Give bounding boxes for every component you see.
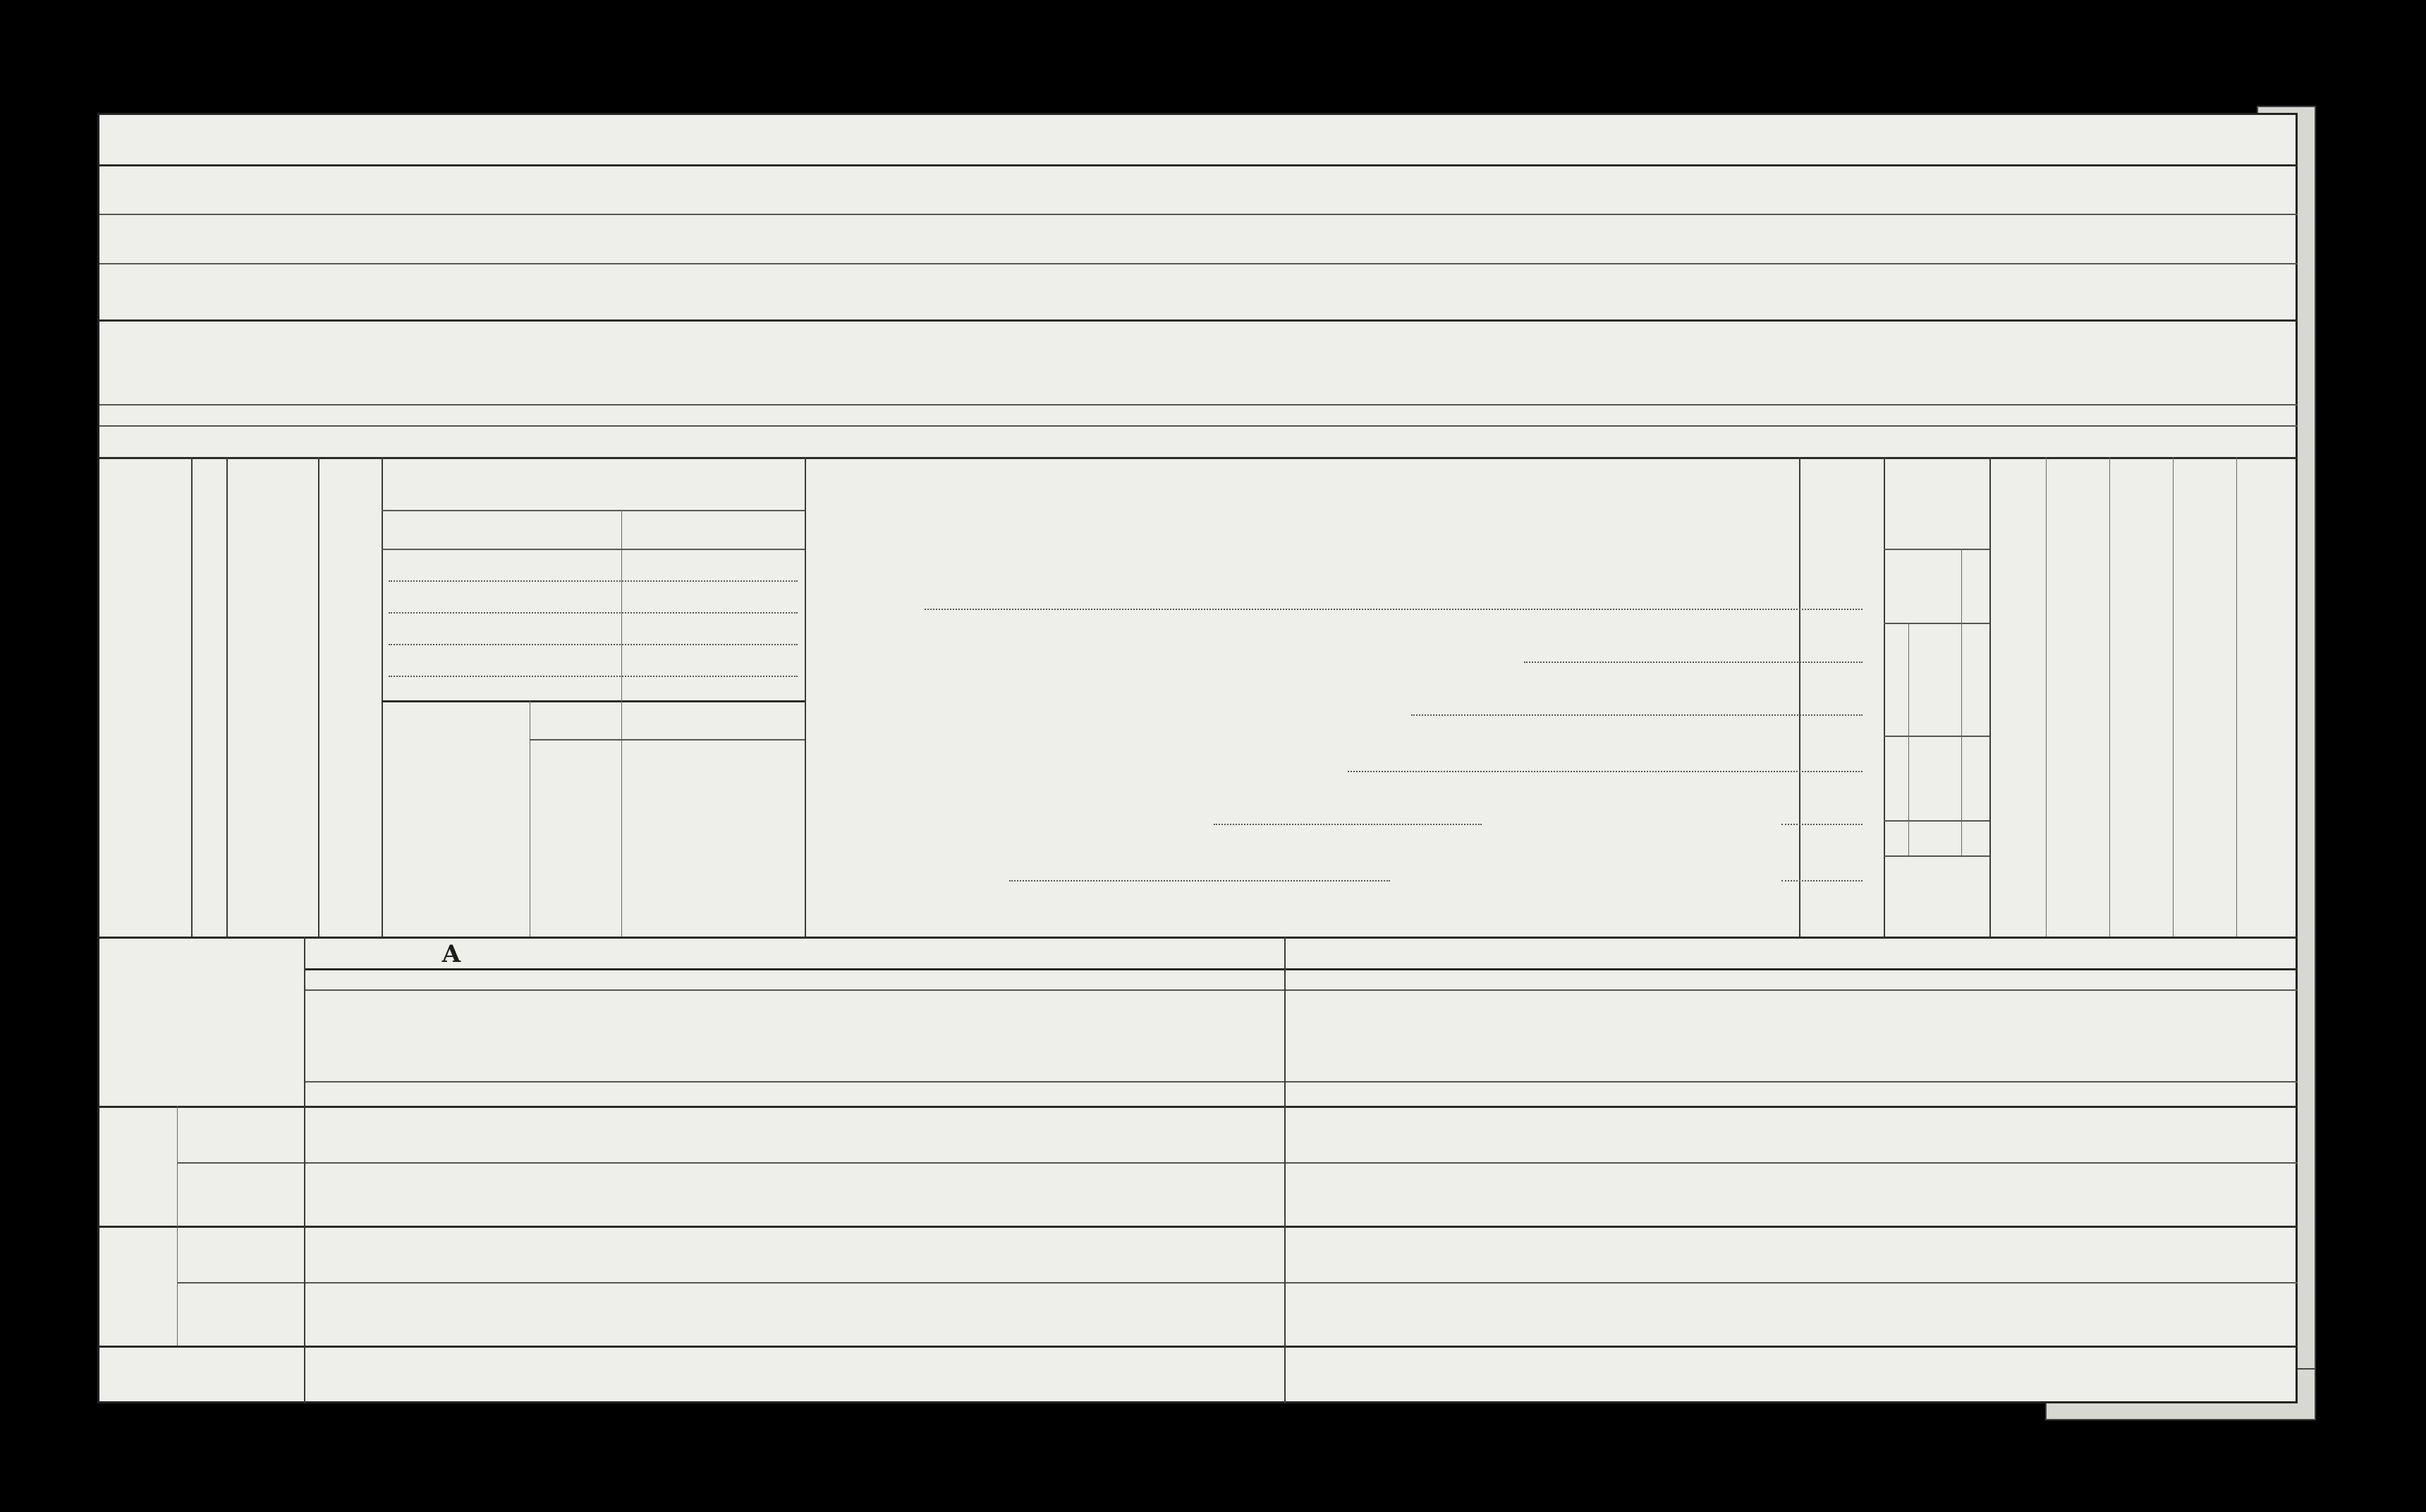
rule (99, 1226, 2298, 1228)
rule (2109, 457, 2110, 937)
rule (99, 263, 2298, 264)
rule (191, 457, 193, 937)
rule (99, 214, 2298, 215)
rule (318, 457, 319, 937)
answer-village-distance[interactable] (1781, 824, 1863, 825)
answer-farming[interactable] (1348, 771, 1863, 772)
rule (1961, 549, 1962, 855)
rule (99, 1106, 2298, 1108)
rule (1884, 623, 1989, 624)
rule (99, 404, 2298, 406)
rule (621, 510, 622, 700)
trade-line[interactable] (389, 612, 798, 614)
rule (304, 937, 305, 1403)
rule (99, 937, 2298, 939)
rule (1908, 623, 1909, 855)
rule (805, 457, 806, 937)
rule (621, 700, 622, 937)
answer-owner[interactable] (925, 609, 1863, 610)
rule (382, 700, 805, 702)
rule (1989, 457, 1991, 937)
answer-other-land[interactable] (1524, 662, 1863, 663)
rule (99, 319, 2298, 322)
rule (99, 164, 2298, 166)
arenda-letter: А (441, 940, 463, 968)
rule (2236, 457, 2237, 937)
trade-line[interactable] (389, 676, 798, 677)
answer-village[interactable] (1214, 824, 1482, 825)
rule (382, 549, 805, 550)
rule (1799, 457, 1800, 937)
rule (1884, 855, 1989, 857)
rule (1884, 736, 1989, 737)
rule (99, 425, 2298, 427)
rule (2046, 457, 2047, 937)
rule (304, 1081, 2298, 1083)
census-card-sheet (97, 113, 2298, 1403)
rule (177, 1282, 2298, 1284)
trade-line[interactable] (389, 580, 798, 582)
answer-land-type[interactable] (1411, 714, 1863, 716)
rule (304, 989, 2298, 991)
rule (1884, 820, 1989, 822)
rule (530, 739, 805, 740)
rule (1884, 549, 1989, 550)
rule (382, 457, 383, 937)
rule (382, 510, 805, 511)
rule (1284, 937, 1286, 1403)
rule (177, 1162, 2298, 1164)
answer-market-distance[interactable] (1781, 880, 1863, 882)
rule (1884, 457, 1885, 937)
rule (2173, 457, 2174, 937)
rule (99, 1346, 2298, 1348)
rule (99, 457, 2298, 459)
rule (177, 1106, 178, 1346)
rule (226, 457, 228, 937)
trade-line[interactable] (389, 644, 798, 645)
answer-market[interactable] (1009, 880, 1390, 882)
rule (304, 968, 2298, 970)
